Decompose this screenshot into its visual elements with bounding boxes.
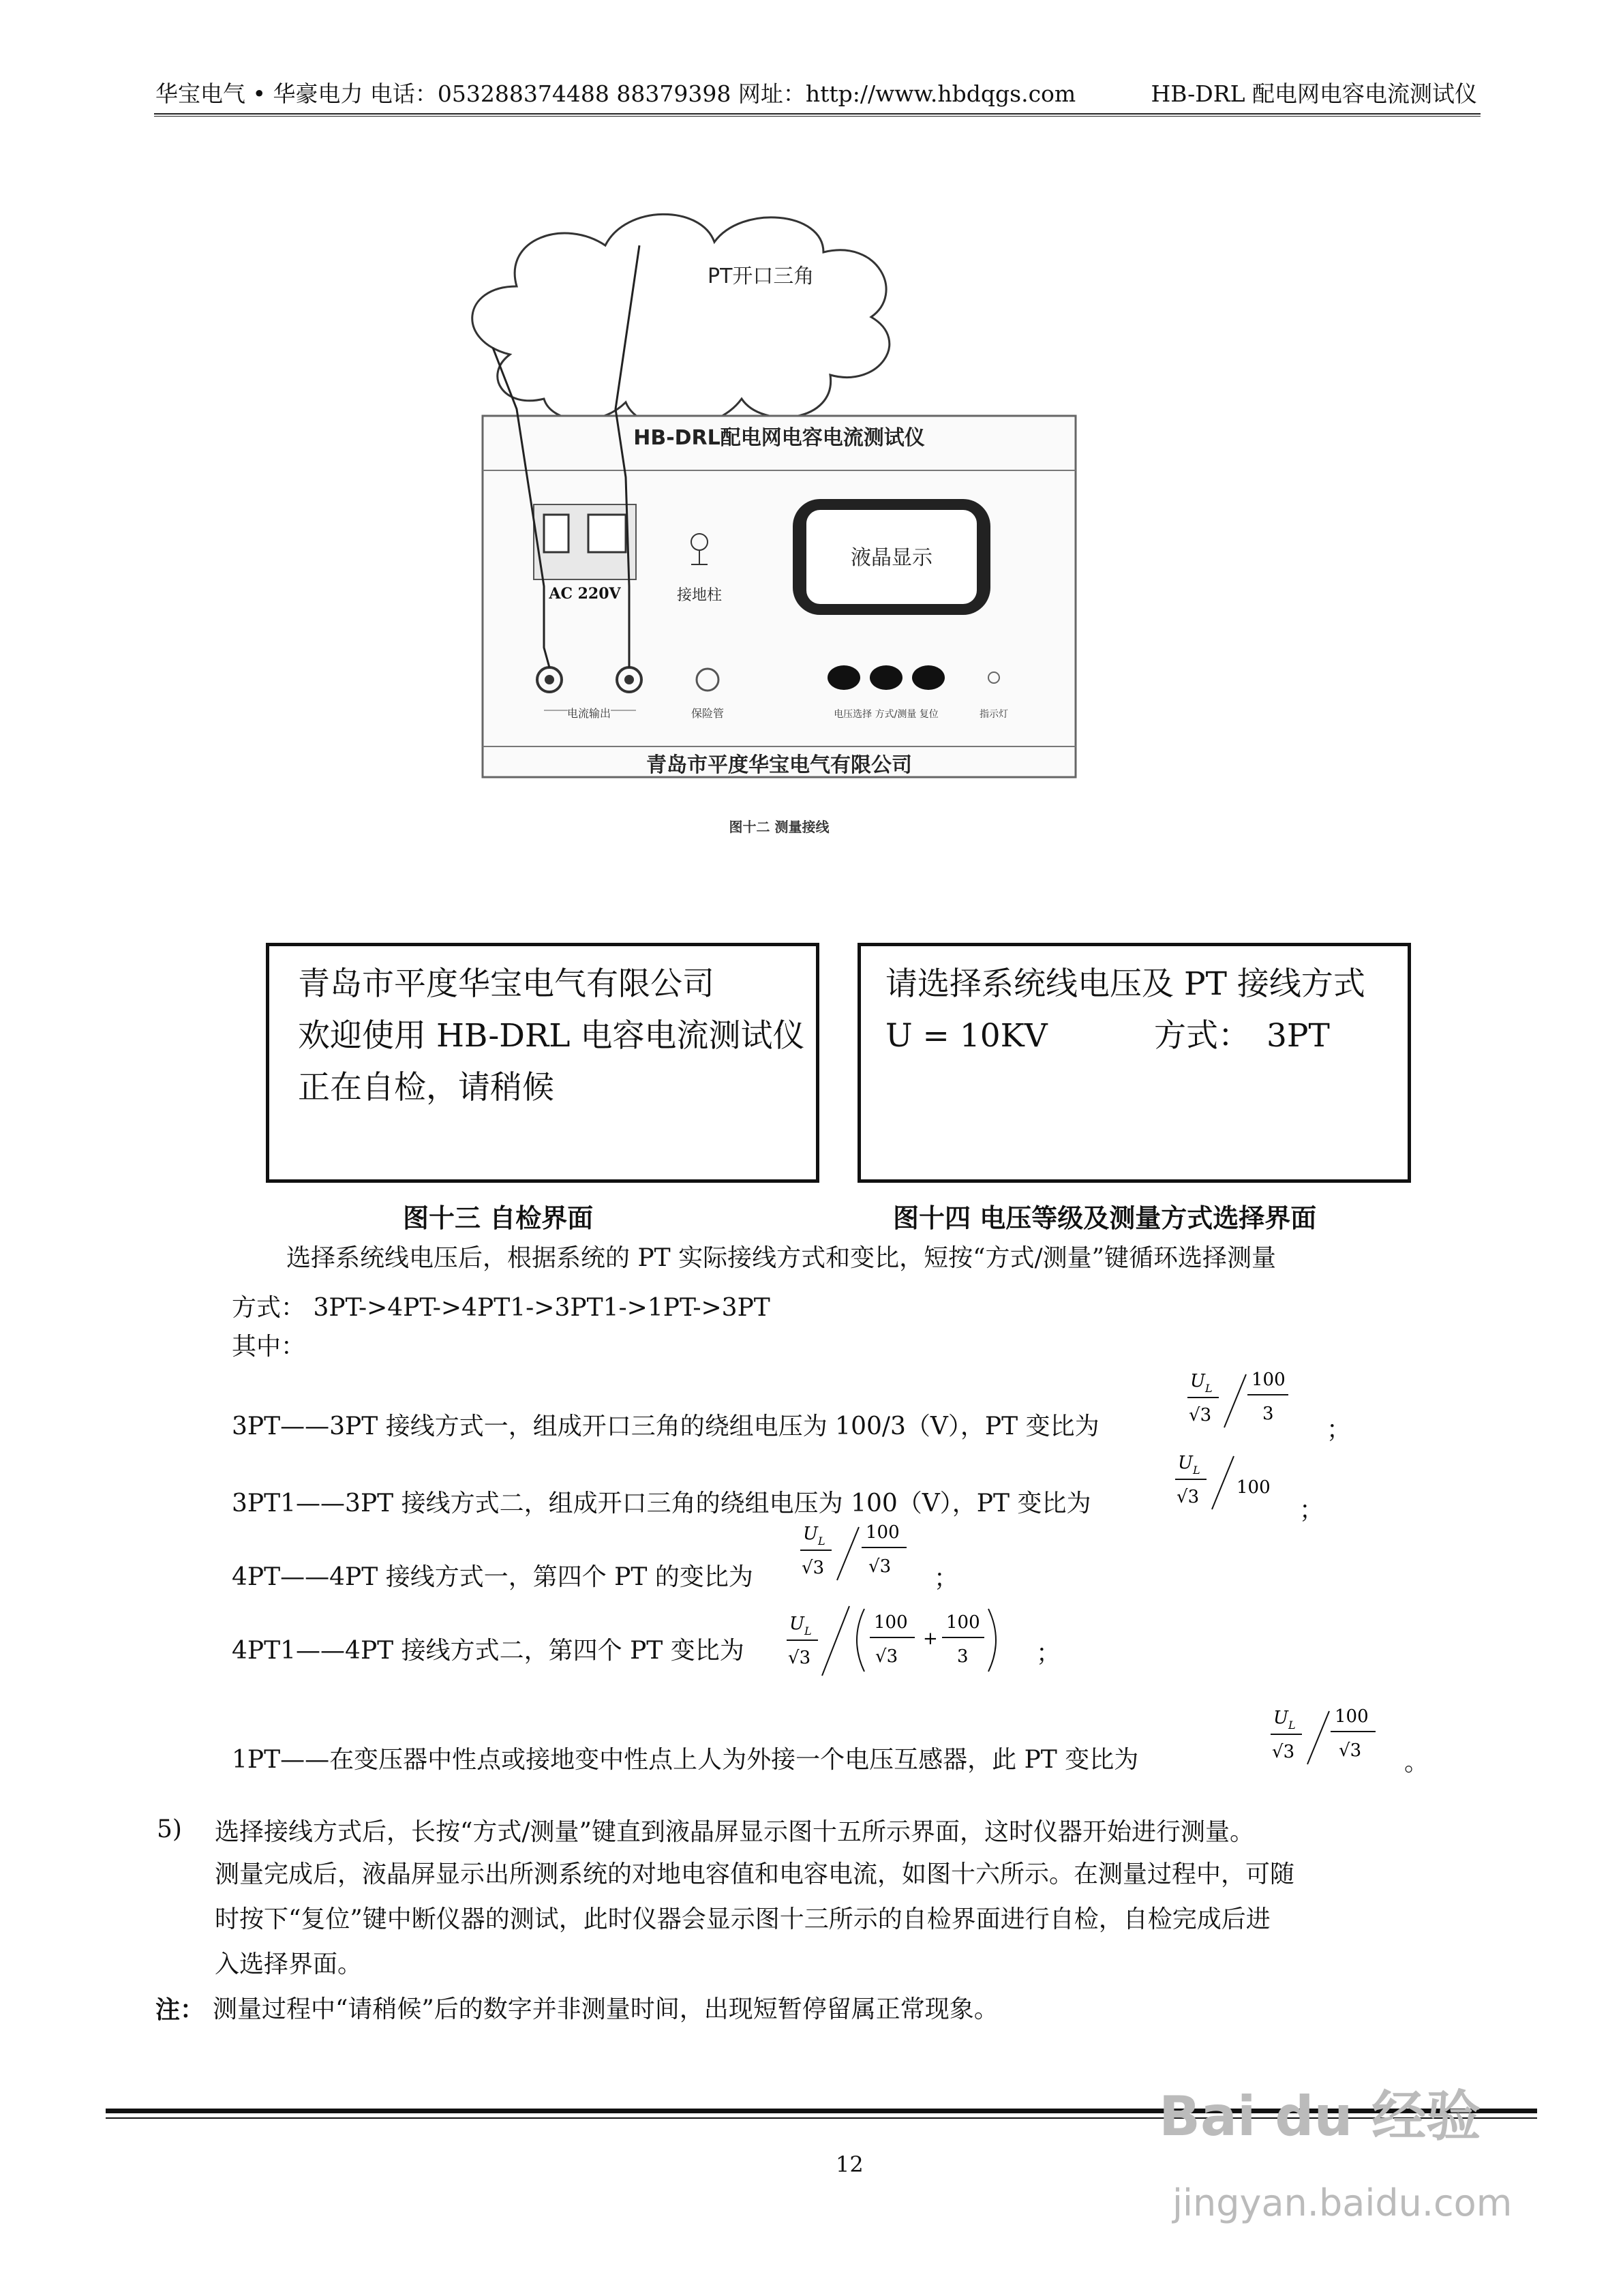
header-right: HB-DRL 配电网电容电流测试仪: [1151, 80, 1477, 107]
f4pt-ul: U: [803, 1524, 818, 1544]
device-company: 青岛市平度华宝电气有限公司: [646, 753, 912, 777]
device-title: HB-DRL配电网电容电流测试仪: [633, 426, 925, 450]
formula-1pt-svg: [1268, 1699, 1404, 1775]
formula-4pt-svg: [798, 1515, 934, 1591]
f1pt-slash: [1307, 1711, 1329, 1764]
formula-3pt-svg: [1185, 1362, 1328, 1437]
f4pt-100: 100: [866, 1522, 900, 1543]
item-3pt1: 3PT1——3PT 接线方式二，组成开口三角的绕组电压为 100（V），PT 变比为: [232, 1490, 1091, 1517]
f4pt-l: L: [818, 1535, 825, 1547]
lcd14-mode-label: 方式：: [1154, 1017, 1250, 1055]
button-labels: 电压选择 方式/测量 复位: [834, 709, 939, 720]
lcd-self-check: [266, 943, 819, 1183]
f3pt-slash: [1224, 1374, 1246, 1428]
f3pt1-ul: U: [1178, 1453, 1193, 1473]
wiring-diagram: [442, 205, 1104, 843]
item-4pt1: 4PT1——4PT 接线方式二，第四个 PT 变比为: [232, 1637, 744, 1665]
f3pt-3: 3: [1262, 1404, 1274, 1424]
figure14-caption: 图十四 电压等级及测量方式选择界面: [893, 1203, 1317, 1233]
item-1pt-period: 。: [1404, 1749, 1429, 1777]
f3pt-sqrt: √3: [1189, 1405, 1212, 1425]
f4pt1-sqrt2: √3: [875, 1646, 898, 1667]
item-1pt: 1PT——在变压器中性点或接地变中性点上人为外接一个电压互感器，此 PT 变比为: [232, 1746, 1139, 1774]
lcd13-line3: 正在自检，请稍候: [298, 1069, 554, 1106]
watermark-url: jingyan.baidu.com: [1172, 2181, 1513, 2224]
f1pt-sqrt1: √3: [1272, 1742, 1295, 1762]
f4pt1-plus: +: [923, 1629, 938, 1649]
figure13-caption: 图十三 自检界面: [403, 1203, 594, 1233]
lcd14-line1: 请选择系统线电压及 PT 接线方式: [885, 965, 1365, 1003]
item-4pt-semicolon: ；: [934, 1565, 959, 1592]
formula-4pt1-svg: [784, 1595, 1057, 1684]
wiring-diagram-svg: [442, 205, 1104, 843]
f4pt-slash: [837, 1527, 859, 1580]
f1pt-sqrt2: √3: [1339, 1740, 1362, 1761]
header-rule-thin: [154, 116, 1481, 117]
current-terminal-right-pin: [624, 675, 634, 684]
item-3pt1-semicolon: ；: [1299, 1496, 1324, 1524]
f1pt-100: 100: [1335, 1706, 1369, 1727]
lcd-mode-select: [858, 943, 1411, 1183]
f4pt1-sqrt1: √3: [788, 1648, 811, 1668]
lcd13-line2: 欢迎使用 HB-DRL 电容电流测试仪: [298, 1017, 805, 1055]
p1-line1: 选择系统线电压后，根据系统的 PT 实际接线方式和变比，短按“方式/测量”键循环选择测量: [286, 1244, 1277, 1272]
mode-measure-button: [870, 665, 902, 690]
pt-cloud-shape: [472, 214, 890, 427]
reset-button: [912, 665, 945, 690]
formula-4pt: [798, 1515, 934, 1591]
f4pt1-3: 3: [957, 1646, 969, 1667]
f4pt1-100b: 100: [946, 1612, 980, 1633]
fuse-label: 保险管: [691, 707, 725, 720]
f4pt-sqrt1: √3: [802, 1558, 825, 1578]
f4pt1-paren-right: [988, 1609, 996, 1672]
step5-number: 5): [157, 1815, 182, 1843]
header-rule: [154, 113, 1481, 115]
lcd13-line1: 青岛市平度华宝电气有限公司: [298, 965, 714, 1003]
pt-label: PT开口三角: [708, 265, 815, 288]
step5-line1: 选择接线方式后，长按“方式/测量”键直到液晶屏显示图十五所示界面，这时仪器开始进行测量。: [215, 1818, 1254, 1846]
formula-3pt1: [1172, 1444, 1295, 1519]
lcd-label: 液晶显示: [851, 546, 932, 570]
item-4pt1-semicolon: ；: [1036, 1640, 1061, 1667]
lcd14-mode-value: 3PT: [1266, 1017, 1330, 1055]
item-3pt: 3PT——3PT 接线方式一，组成开口三角的绕组电压为 100/3（V），PT 变比为: [232, 1413, 1099, 1440]
f4pt1-slash: [822, 1606, 849, 1676]
f3pt1-l: L: [1193, 1464, 1200, 1477]
power-label: AC 220V: [549, 585, 621, 603]
current-terminal-label: 电流输出: [566, 707, 611, 720]
step5-line2: 测量完成后，液晶屏显示出所测系统的对地电容值和电容电流，如图十六所示。在测量过程中，可随: [215, 1860, 1295, 1888]
lcd14-voltage: U = 10KV: [885, 1017, 1048, 1055]
f4pt1-100a: 100: [874, 1612, 908, 1633]
p1-line2: 方式： 3PT->4PT->4PT1->3PT1->1PT->3PT: [232, 1294, 770, 1322]
voltage-select-button: [828, 665, 860, 690]
figure12-caption: 图十二 测量接线: [729, 819, 830, 835]
f3pt1-sqrt: √3: [1177, 1487, 1200, 1507]
f3pt-l: L: [1205, 1382, 1213, 1395]
f3pt-ul: U: [1190, 1371, 1205, 1391]
step5-line3: 时按下“复位”键中断仪器的测试，此时仪器会显示图十三所示的自检界面进行自检，自检完成后进: [215, 1905, 1271, 1933]
f4pt1-paren-left: [857, 1609, 864, 1672]
f1pt-ul: U: [1273, 1708, 1288, 1728]
power-socket: [588, 515, 626, 552]
indicator-label: 指示灯: [980, 709, 1008, 720]
header-left: 华宝电气 • 华豪电力 电话：053288374488 88379398 网址：http://www.hbdqgs.com: [155, 80, 1076, 107]
f4pt-sqrt2: √3: [868, 1556, 892, 1577]
f4pt1-l: L: [804, 1625, 812, 1637]
item-3pt-semicolon: ；: [1326, 1416, 1352, 1444]
note-label: 注：: [155, 1995, 205, 2024]
step5-line4: 入选择界面。: [215, 1950, 363, 1978]
f4pt1-ul: U: [789, 1614, 804, 1634]
p1-line3: 其中：: [232, 1333, 306, 1361]
formula-3pt1-svg: [1172, 1444, 1295, 1519]
ground-label: 接地柱: [676, 587, 723, 604]
f3pt1-100: 100: [1237, 1477, 1271, 1498]
power-switch: [544, 515, 568, 552]
item-4pt: 4PT——4PT 接线方式一，第四个 PT 的变比为: [232, 1563, 753, 1591]
formula-4pt1: [784, 1595, 1057, 1684]
current-terminal-left-pin: [545, 675, 554, 684]
f3pt-100: 100: [1252, 1370, 1286, 1390]
f1pt-l: L: [1288, 1719, 1296, 1732]
formula-1pt: [1268, 1699, 1404, 1775]
formula-3pt: [1185, 1362, 1328, 1437]
note-text: 测量过程中“请稍候”后的数字并非测量时间，出现短暂停留属正常现象。: [213, 1995, 999, 2023]
f3pt1-slash: [1212, 1456, 1234, 1509]
watermark-brand: Bai du 经验: [1159, 2085, 1481, 2148]
page-number: 12: [836, 2151, 864, 2177]
